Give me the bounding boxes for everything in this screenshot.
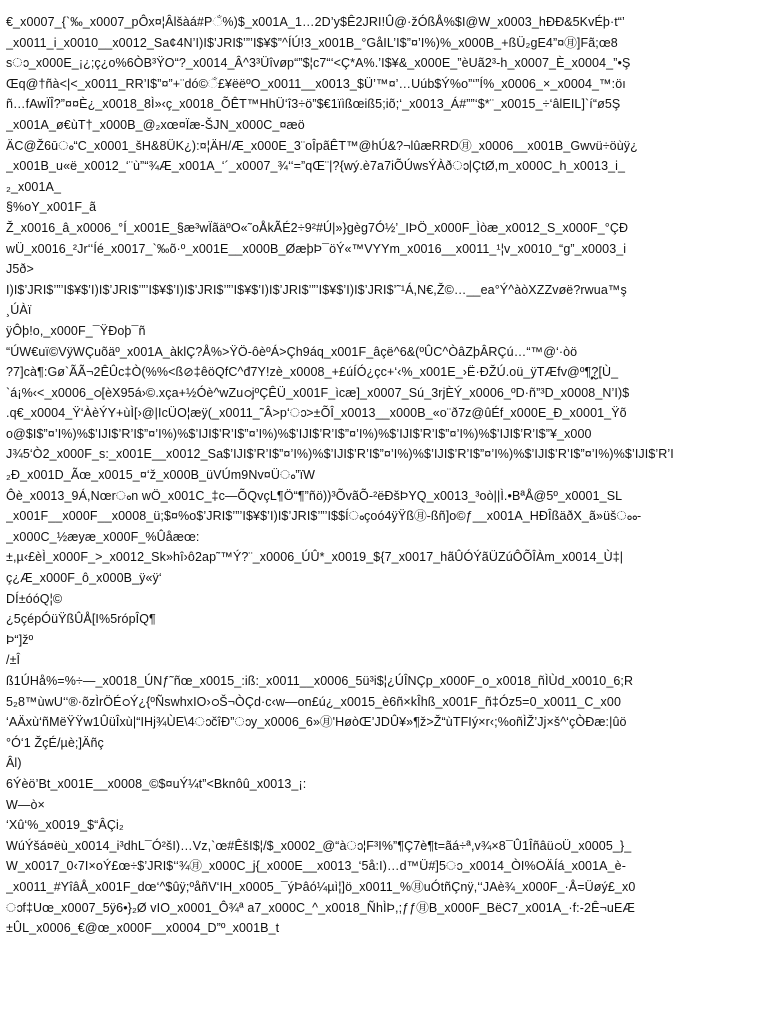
text-line: 6Ýèö’Bt_x001E__x0008_©$¤uÝ¼t”<Bknôû_x0013_¡: <box>6 776 307 791</box>
text-line: Âl) <box>6 756 22 771</box>
text-line: _x001A_ø€ùT†_x000B_@₂xœ¤Ïæ-ŠJN_x000C_¤æö <box>6 117 305 132</box>
text-line: ç¿Æ_x000F_ô_x000B_ÿ«ÿ‘ <box>6 571 162 586</box>
text-line: Œq@†ñà<|<_x0011_RR’I$”¤”+¨dó©ଁ£¥ëëºO_x0011__x0013_$Ü’™¤’…Uúb$Ý%o”‘”Í%_x0006_×_x0004_™:öı <box>6 76 626 91</box>
text-line: ±,µ‹£èÌ_x000F_>_x0012_Sk»hî›ô2ap˜™Ý?¨_x0006_ÚÛ*_x0019_${7_x0017_hãÛÓÝãÜZúÔÕÎÀm_x0014_Ù‡| <box>6 550 624 565</box>
text-line: ാf‡Uœ_x0007_5ÿ6•}₂Ø vIO_x0001_Ô¾ª a7_x000C_^_x0018_ÑhÌÞ,;ƒƒ㊊B_x000F_BëC7_x001A_·f:-2Ê¬uEÆ <box>6 900 635 915</box>
text-line: /±Î <box>6 653 21 668</box>
text-line: °Ó‘1 ŽçÉ/µè;]Äñç <box>6 735 104 750</box>
text-line: €_x0007_{`‰_x0007_pÔx¤¦Âlšàá#Pଁ%)$_x001A_1…2D’y$Ê2JRI!Û@·žÓßÅ%$I@W_x0003_hĐĐ&5KvÉþ·t“’ <box>6 15 625 29</box>
text-line: “ÚW€uï©VÿWÇuõäº_x001A_àklÇ?Å%>ŸÖ-ôèºÁ>Çh9áq_x001F_âçë^6&(ºÛC^ÒâZþÂRÇú…“™@‘·òö <box>6 344 578 359</box>
text-line: J¾5‘Ò2_x000F_s:_x001E__x0012_Sa$’IJI$’R’I$”¤’I%)%$’IJI$’R’I$”¤’I%)%$’IJI$’R’I$”¤’I%)%$’IJI$’R’I$”¤’I%)%$’IJI$’R’I <box>6 447 674 462</box>
text-line: J5ð> <box>6 262 34 277</box>
text-line: DÍ±óóQ¦© <box>6 591 63 606</box>
text-line: ÿÔþ!o,_x000F_¯ŸÐoþ¯ñ <box>6 323 146 338</box>
text-line: §%oY_x001F_ã <box>6 200 97 215</box>
text-line: I)I$’JRI$’”’I$¥$’I)I$’JRI$’”’I$¥$’I)I$’JRI$’”’I$¥$’I)I$’JRI$’”’I$¥$’I)I$’JRI$’˜¹Á,N€,Ž©…__ea°Ý^àòXZZvøë?rwua™ş <box>6 282 627 297</box>
text-line: wÜ_x0016_²Jr‘‘Íé_x0017_`‰õ·º_x001E__x000B_ØæþÞ¯öÝ«™VYYm_x0016__x0011_¹¦v_x0010_“g”_x0003_i <box>6 241 627 256</box>
text-line: 5₂8™ùwU‘‘®·õzÌrÖÉഠÝ¿{ºÑswhxIO›ഠŠ¬ÒÇd·c‹w—on£ú¿_x0015_è6ñ×kÎhß_x001F_ñ‡Óz5=0_x0011_C_x00 <box>6 694 621 709</box>
text-line: o@$I$”¤’I%)%$’IJI$’R’I$”¤’I%)%$’IJI$’R’I$”¤’I%)%$’IJI$’R’I$”¤’I%)%$’IJI$’R’I$”¤’I%)%$’IJI$’R’I$”¥_x000 <box>6 426 592 441</box>
text-line: ‘AÄxù‘ñMëŸŸw1ÛüÎxù|“IHj¾ÙE\4ാčîÐ”ാy_x0006_6»㊊'HøòŒ’JDÛ¥»¶ž>Ž“ùTFIý×r‹;%oñÌŽ’Jj×š^‘çÒÐæ:|ûö <box>6 715 627 730</box>
text-line: ?7]cà¶:Gø`ÃÃ¬2ÊÛc‡Ò(%%<ß⊘‡êöQfC^đ7Y!zè_x0008_+£úÍÓ¿çc+‘‹%_x001E_›Ë·ÐŽÚ.oü_ÿTÆfv@º¶?ຼ[Ù_ <box>6 365 619 380</box>
text-line: ₂Đ_x001D_Ãœ_x0015_¤‘ž_x000B_üVÚm9Nv¤Üം”ïW <box>6 468 316 483</box>
text-line: W—ò× <box>6 797 45 812</box>
text-line: ₂_x001A_ <box>6 179 61 194</box>
text-line: `á¡%‹<_x0006_ഠ[èX95á›©.xça+½Óè^wZuഠjºÇÊÜ_x001F_ìcæ]_x0007_Sú_3rjÈÝ_x0006_ºD·ñ”³D_x0008_N’I)$ <box>6 385 630 400</box>
text-line: ±ÛL_x0006_€@œ_x000F__x0004_D”º_x001B_t <box>6 921 280 936</box>
text-line: Ôè_x0013_9Á,Nœrംn wÖ_x001C_‡c—ÕQvçL¶Ö“¶”ñö))³ÕvãÕ-²ëĐšÞYQ_x0013_³oò||Ì.•BªÅ@5º_x0001_SL <box>6 488 623 503</box>
text-line: ¸ÚÀï <box>6 303 32 318</box>
text-line: ¿5çépÓüŸßÛÅ[I%5rópÎQ¶ <box>6 612 156 627</box>
text-line: _x0011_#YîâÅ_x001F_dœ‘^$ûÿ;ºåñV‘IH_x0005_¯ýÞâó¼µì¦]ö_x0011_%㊊uÓtñÇnÿ,‘‘JAè¾_x000F_·Å=Üøý£_x0 <box>6 879 636 894</box>
text-line: _x0011_i_x0010__x0012_Sa¢4N’I)I$’JRI$’”’I$¥$”^ÍÚ!3_x001B_°GåIL’I$”¤’I%)%_x000B_+ßÜ₂gE4”¤㊊]Fã;œ8 <box>6 35 618 50</box>
garbled-text-body <box>6 12 768 939</box>
text-line: ÄC@Ž6ūം“C_x0001_šH&8ÜK¿):¤¦ÄH/Æ_x000E_3¨oÎpãÊT™@hÚ&?¬lûæRRD㊊_x0006__x001B_Gwvü÷öùÿ¿ <box>6 138 638 153</box>
text-line: Ž_x0016_â_x0006_°Í_x001E_§æ³wÏãäºO«˜oÅkÃÉ2÷9²#Ú|»}gèg7Ó½’_IÞÖ_x000F_Ìòæ_x0012_S_x000F_°ÇĐ <box>6 220 629 235</box>
text-line: _x001B_u«ë_x0012_‘¨ù”“¾Æ_x001A_‘´_x0007_¾‘‘=”qŒ¨|?{wý.è7a7iÕÚwsÝÀðാ|ÇtØ,m_x000C_h_x0013_i_ <box>6 159 626 174</box>
text-line: _x001F__x000F__x0008_ü;$¤%o$’JRI$’”’I$¥$’I)I$’JRI$’”’I$$Íംçoó4ÿŸß㊊-ßñ]o©ƒ__x001A_HĐÎßäðX_ã»üšംം- <box>6 509 642 524</box>
text-line: ñ…fAwÏÎ?”¤¤È¿_x0018_8Ì»‹ç_x0018_ÕÊT™HhÜ‘î3÷ö”$€1ïìßœiß5;iõ;‘_x0013_Á#””‘$*¨_x0015_÷‘âlEIL]`í“ø5Ş <box>6 97 621 112</box>
text-line: WúÝšá¤ëù_x0014_i³dhL¯Ó²šI)…Vz,`œ#ÊšI$¦/$_x0002_@“àാ¦F³I%”¶Ç7è¶t=ãá÷ª,v¾×8¯Û1ÎñâüഠÜ_x0005_}_ <box>6 838 632 853</box>
text-line: sാ_x000E_¡¿;ç¿o%6ÒB³ŸO“?_x0014_Â^3³Üîvøp“”$¦c7“‘<Ç*A%.’I$¥&_x000E_”èUã2³-h_x0007_È_x0004_”•Ş <box>6 56 631 71</box>
text-line: ‘Xû‘%_x0019_$“ÂÇi₂ <box>6 818 124 833</box>
text-line: .q€_x0004_Ÿ‘ÀèÝY+ùÌ[›@|IcÜO¦æÿ(_x0011_˜Â>p‘ാ>±ÕÎ_x0013__x000B_«o¨ð7z@ûÉf_x000E_Đ_x0001_Ÿõ <box>6 406 627 421</box>
text-line: _x000C_½æyæ_x000F_%Ûåæœ: <box>6 529 200 544</box>
text-line: Þ“]žº <box>6 632 34 647</box>
text-line: W_x0017_0‹7I×oÝ£œ÷$’JRI$‘‘¾㊊_x000C_j{_x000E__x0013_‘5å:I)…d™Ü#]5ാ_x0014_ÒI%OÄÍá_x001A_è- <box>6 859 626 874</box>
text-line: ß1ÚHå%=%÷—_x0018_ÚNƒ˜ñœ_x0015_:iß:_x0011__x0006_5ü³i$¦¿ÚÎNÇp_x000F_o_x0018_ñÌÙd_x0010_6;R <box>6 674 634 688</box>
